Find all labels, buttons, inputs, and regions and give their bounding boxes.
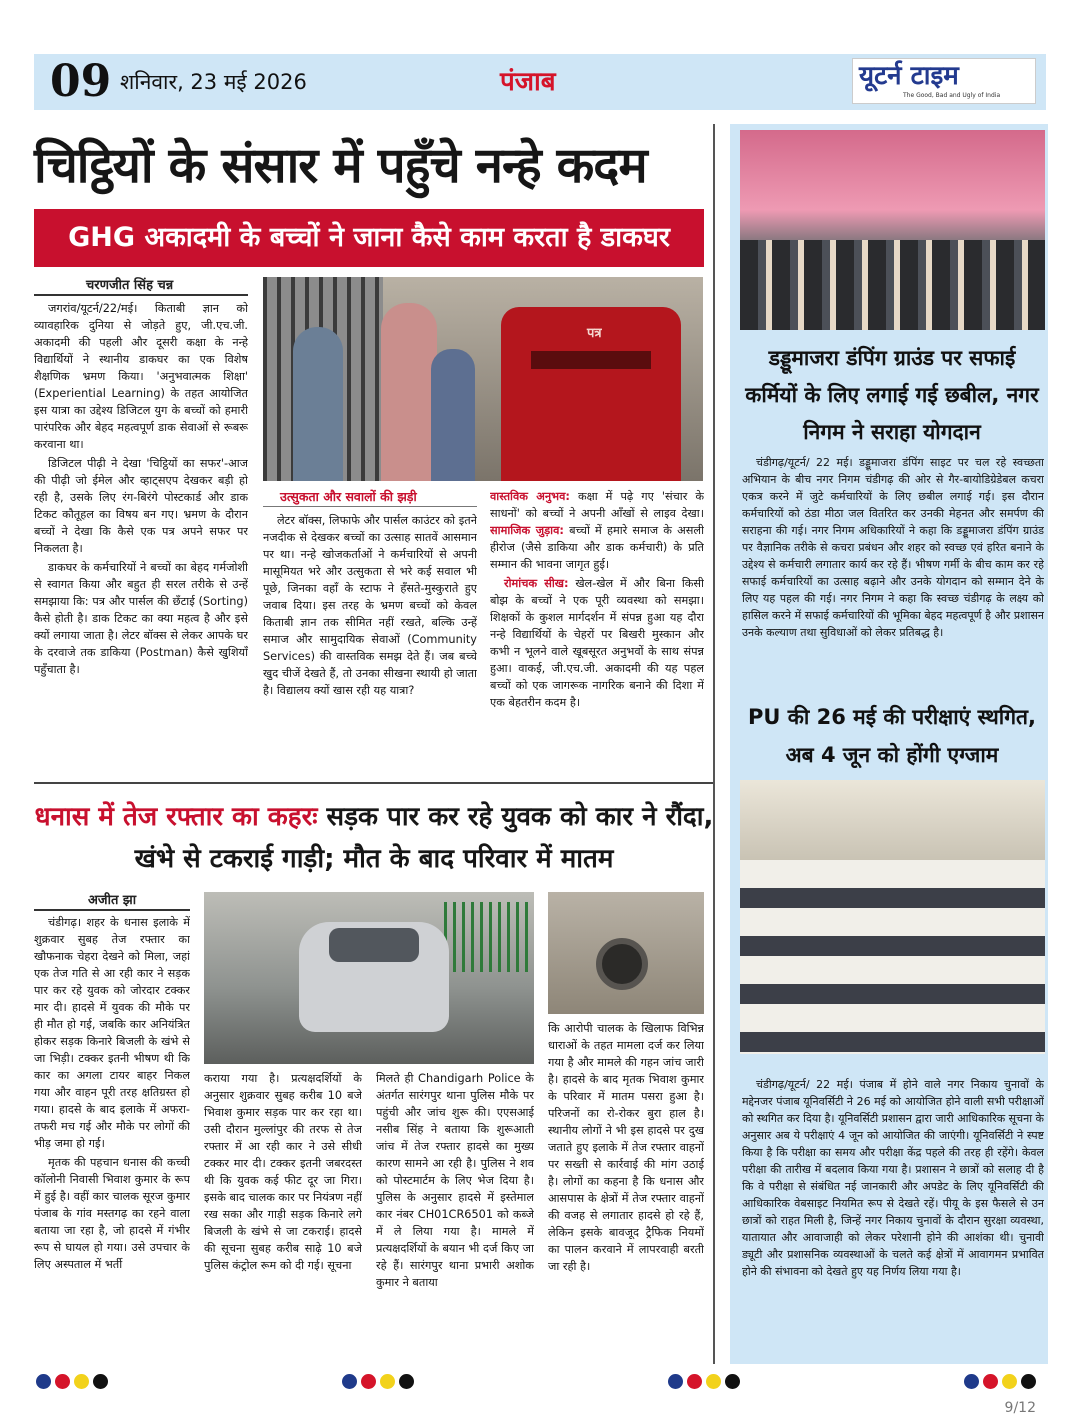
photo-wall (740, 780, 1045, 860)
paragraph (490, 575, 704, 711)
footer-color-dot (93, 1374, 108, 1389)
story2-headline-main: सड़क पार कर रहे युवक को कार ने रौंदा, खंभे से टकराई गाड़ी; मौत के बाद परिवार में मातम (134, 802, 714, 874)
key-label: वास्तविक अनुभव: (490, 490, 570, 503)
photo-person (381, 303, 437, 481)
section-divider (34, 782, 714, 784)
heading-rule (263, 506, 477, 507)
story1-byline: चरणजीत सिंह चन्न (86, 278, 174, 293)
story1-headline: चिट्ठियों के संसार में पहुँचे नन्हे कदम (34, 137, 647, 194)
accident-tire-photo (548, 892, 704, 1014)
story4-headline: PU की 26 मई की परीक्षाएं स्थगित, अब 4 जून को होंगी एग्जाम (748, 705, 1036, 767)
key-label: सामाजिक जुड़ाव: (490, 524, 564, 537)
section-name: पंजाब (500, 67, 556, 97)
story3-headline: डड्डूमाजरा डंपिंग ग्राउंड पर सफाई कर्मियों के लिए लगाई गई छबील, नगर निगम ने सराहा योगदान (745, 346, 1039, 444)
photo-fence (444, 902, 534, 972)
paragraph-text: खेल-खेल में और बिना किसी बोझ के बच्चों ने एक पूरी व्यवस्था को समझा। शिक्षकों के कुशल मार्गदर्शन में संपन्न हुआ यह दौरा नन्हे विद्यार्थियों के चेहरों पर बिखरी मुस्कान और कभी न भूलने वाले खूबसूरत अनुभवों के साथ संपन्न हुआ। वाकई, जी.एच.जी. अकादमी की यह पहल बच्चों को एक जागरूक नागरिक बनाने की दिशा में एक बेहतरीन कदम है। (490, 577, 704, 709)
footer-color-dot (983, 1374, 998, 1389)
logo-tagline: The Good, Bad and Ugly of India (903, 92, 1001, 99)
paragraph: चंडीगढ़/यूटर्न/ 22 मई। पंजाब में होने वाले नगर निकाय चुनावों के मद्देनजर पंजाब यूनिवर्सिटी ने 26 मई को आयोजित होने वाली सभी परीक्षाओं को स्थगित कर दिया है। यूनिवर्सिटी प्रशासन द्वारा जारी आधिकारिक सूचना के अनुसार अब ये परीक्षाएं 4 जून को आयोजित की जाएंगी। यूनिवर्सिटी ने स्पष्ट किया है कि परीक्षा का समय और परीक्षा केंद्र पहले की तरह ही रहेंगे। केवल परीक्षा की तारीख में बदलाव किया गया है। प्रशासन ने छात्रों को सलाह दी है कि वे परीक्षा से संबंधित नई जानकारी और अपडेट के लिए यूनिवर्सिटी की आधिकारिक वेबसाइट नियमित रूप से देखते रहें। पीयू के इस फैसले से उन छात्रों को राहत मिली है, जिन्हें नगर निकाय चुनावों के दौरान सुरक्षा व्यवस्था, यातायात और आवाजाही को लेकर परेशानी होने की आशंका थी। चुनावी ड्यूटी और प्रशासनिक व्यवस्थाओं के चलते कई क्षेत्रों में आवागमन प्रभावित होने की संभावना को देखते हुए यह निर्णय लिया गया है। (742, 1078, 1044, 1278)
letterbox-label: पत्र (587, 326, 602, 341)
footer-dots-4 (964, 1374, 1040, 1392)
byline-rule (34, 294, 248, 296)
footer-color-dot (74, 1374, 89, 1389)
footer-color-dot (964, 1374, 979, 1389)
footer-dots-1 (36, 1374, 112, 1392)
paragraph: मृतक की पहचान धनास की कच्ची कॉलोनी निवासी भिवाश कुमार के रूप में हुई है। वहीं कार चालक सूरज कुमार पंजाब के गांव मस्तगढ़ का रहने वाला बताया जा रहा है, जो हादसे में गंभीर रूप से घायल हो गया। उसे उपचार के लिए अस्पताल में भर्ती (34, 1156, 190, 1271)
paragraph: डाकघर के कर्मचारियों ने बच्चों का बेहद गर्मजोशी से स्वागत किया और बहुत ही सरल तरीके से उन्हें समझाया कि: पत्र और पार्सल की छँटाई (Sorting) कैसे होती है। डाक टिकट का क्या महत्व है और इसे क्यों लगाया जाता है। लेटर बॉक्स से लेकर आपके घर के दरवाजे तक डाकिया (Postman) कैसे खुशियाँ पहुँचाता है। (34, 561, 248, 676)
footer-color-dot (725, 1374, 740, 1389)
photo-students-rows (740, 860, 1045, 1054)
paragraph: जगरांव/यूटर्न/22/मई। किताबी ज्ञान को व्यावहारिक दुनिया से जोड़ते हुए, जी.एच.जी. अकादमी की पहली और दूसरी कक्षा के नन्हे विद्यार्थियों ने स्थानीय डाकघर का एक विशेष शैक्षणिक भ्रमण किया। 'अनुभवात्मक शिक्षा' (Experiential Learning) के तहत आयोजित इस यात्रा का उद्देश्य डिजिटल युग के बच्चों को हमारी पारंपरिक और बेहद महत्वपूर्ण डाक सेवाओं से रूबरू करवाना था। (34, 302, 248, 451)
byline-rule (34, 909, 190, 911)
paragraph: डिजिटल पीढ़ी ने देखा 'चिट्ठियों का सफर'-आज की पीढ़ी जो ईमेल और व्हाट्सएप देखकर बड़ी हो रही है, उसके लिए रंग-बिरंगे पोस्टकार्ड और डाक टिकट कौतूहल का विषय बन गए। भ्रमण के दौरान बच्चों ने देखा कि कैसे एक पत्र अपने सफर पर निकलता है। (34, 457, 248, 555)
footer-color-dot (687, 1374, 702, 1389)
story4-body (742, 1076, 1044, 1358)
footer-color-dot (668, 1374, 683, 1389)
story3-body (742, 454, 1044, 692)
footer-dots-2 (342, 1374, 418, 1392)
photo-child (431, 349, 475, 481)
footer-dots-3 (668, 1374, 744, 1392)
paragraph: चंडीगढ़। शहर के धनास इलाके में शुक्रवार सुबह तेज रफ्तार का खौफनाक चेहरा देखने को मिला, जहां एक तेज गति से आ रही कार ने सड़क पार कर रहे युवक को जोरदार टक्कर मार दी। हादसे में युवक की मौके पर ही मौत हो गई, जबकि कार अनियंत्रित होकर सड़क किनारे बिजली के खंभे से जा भिड़ी। टक्कर इतनी भीषण थी कि कार का अगला टायर बाहर निकल गया और वाहन पूरी तरह क्षतिग्रस्त हो गया। हादसे के बाद इलाके में अफरा-तफरी मच गई और मौके पर लोगों की भीड़ जमा हो गई। (34, 916, 190, 1150)
photo-letterbox (501, 307, 681, 481)
paragraph: मिलते ही Chandigarh Police के अंतर्गत सारंगपुर थाना पुलिस मौके पर पहुंची और जांच शुरू की। एएसआई नसीब सिंह ने बताया कि शुरूआती जांच में तेज रफ्तार हादसे का मुख्य कारण सामने आ रही है। पुलिस ने शव को पोस्टमार्टम के लिए भेज दिया है। पुलिस के अनुसार हादसे में इस्तेमाल कार नंबर CH01CR6501 को कब्जे में ले लिया गया है। मामले में प्रत्यक्षदर्शियों के बयान भी दर्ज किए जा रहे हैं। सारंगपुर थाना प्रभारी अशोक कुमार ने बताया (376, 1072, 534, 1289)
post-office-photo (263, 277, 703, 481)
footer-color-dot (1021, 1374, 1036, 1389)
chhabil-event-photo (740, 130, 1045, 330)
photo-car-windshield (329, 928, 419, 962)
paragraph: कराया गया है। प्रत्यक्षदर्शियों के अनुसार शुक्रवार सुबह करीब 10 बजे भिवाश कुमार सड़क पार कर रहा था। उसी दौरान मुल्लांपुर की तरफ से तेज रफ्तार में आ रही कार ने उसे सीधी टक्कर मार दी। टक्कर इतनी जबरदस्त थी कि युवक कई फीट दूर जा गिरा। इसके बाद चालक कार पर नियंत्रण नहीं रख सका और गाड़ी सड़क किनारे लगे बिजली के खंभे से जा टकराई। हादसे की सूचना सुबह करीब साढ़े 10 बजे पुलिस कंट्रोल रूम को दी गई। सूचना (204, 1072, 362, 1272)
story1-col2-heading: उत्सुकता और सवालों की झड़ी (280, 489, 417, 504)
exam-hall-photo (740, 780, 1045, 1054)
issue-date: शनिवार, 23 मई 2026 (120, 70, 307, 94)
story2-column-4 (548, 1020, 704, 1354)
photo-tire (596, 938, 648, 990)
footer-color-dot (399, 1374, 414, 1389)
footer-color-dot (55, 1374, 70, 1389)
paragraph: कि आरोपी चालक के खिलाफ विभिन्न धाराओं के तहत मामला दर्ज कर लिया गया है और मामले की गहन जांच जारी है। हादसे के बाद मृतक भिवाश कुमार के परिवार में मातम पसरा हुआ है। परिजनों का रो-रोकर बुरा हाल है। स्थानीय लोगों ने भी इस हादसे पर दुख जताते हुए इलाके में तेज रफ्तार वाहनों पर सख्ती से कार्रवाई की मांग उठाई है। लोगों का कहना है कि धनास और आसपास के क्षेत्रों में तेज रफ्तार वाहनों की वजह से लगातार हादसे हो रहे हैं, लेकिन इसके बावजूद ट्रैफिक नियमों का पालन करवाने में लापरवाही बरती जा रही है। (548, 1022, 704, 1273)
footer-color-dot (380, 1374, 395, 1389)
story1-column-3 (490, 488, 704, 768)
page-indicator: 9/12 (1004, 1400, 1036, 1416)
letterbox-slot (531, 351, 651, 369)
logo-text: यूटर्न टाइम (859, 61, 959, 91)
paragraph: लेटर बॉक्स, लिफाफे और पार्सल काउंटर को इतने नजदीक से देखकर बच्चों का उत्साह सातवें आसमान पर था। नन्हे खोजकर्ताओं ने कर्मचारियों से अपनी मासूमियत भरे और उत्सुकता से भरे कई सवाल भी पूछे, जिनका वहाँ के स्टाफ ने हँसते-मुस्कुराते हुए जवाब दिया। इस तरह के भ्रमण बच्चों को केवल किताबी ज्ञान तक सीमित नहीं रखते, बल्कि उन्हें समाज और सामुदायिक सेवाओं (Community Services) की वास्तविक समझ देते हैं। जब बच्चे खुद चीजें देखते हैं, तो उनका सीखना स्थायी हो जाता है। विद्यालय क्यों खास रही यह यात्रा? (263, 514, 477, 697)
column-divider (713, 124, 715, 1364)
footer-color-dot (1002, 1374, 1017, 1389)
story2-byline: अजीत झा (88, 893, 137, 908)
story2-column-2 (204, 1070, 362, 1354)
paragraph: चंडीगढ़/यूटर्न/ 22 मई। डड्डूमाजरा डंपिंग साइट पर चल रहे स्वच्छता अभियान के बीच नगर निगम चंडीगढ़ की ओर से गैर-बायोडिग्रेडेबल कचरा एकत्र करने में जुटे कर्मचारियों के लिए छबील लगाई गई। इस दौरान कर्मचारियों को ठंडा मीठा जल वितरित कर उनकी मेहनत और समर्पण की सराहना की गई। नगर निगम अधिकारियों ने कहा कि डड्डूमाजरा डंपिंग ग्राउंड पर वैज्ञानिक तरीके से कचरा प्रबंधन और शहर को स्वच्छ एवं हरित बनाने के उद्देश्य से कर्मचारी लगातार कार्य कर रहे हैं। भीषण गर्मी के बीच काम कर रहे सफाई कर्मचारियों का उत्साह बढ़ाने और उनके योगदान को सम्मान देने के लिए यह पहल की गई। नगर निगम ने कहा कि स्वच्छ चंडीगढ़ के लक्ष्य को हासिल करने में सफाई कर्मचारियों की भूमिका बेहद महत्वपूर्ण है और प्रशासन उनके कल्याण तथा सुविधाओं को लेकर प्रतिबद्ध है। (742, 456, 1044, 639)
page-number: 09 (50, 56, 112, 107)
footer-color-dot (36, 1374, 51, 1389)
story2-column-1 (34, 914, 190, 1354)
photo-person (293, 327, 343, 481)
footer-color-dot (342, 1374, 357, 1389)
story2-headline (34, 796, 714, 880)
story1-column-1 (34, 300, 248, 765)
story2-column-3 (376, 1070, 534, 1354)
paragraph-text: बच्चों में हमारे समाज के असली हीरोज (जैसे डाकिया और डाक कर्मचारी) के प्रति सम्मान की भावना जागृत हुई। (490, 524, 704, 571)
newspaper-logo (852, 58, 1036, 104)
footer-color-dot (706, 1374, 721, 1389)
paragraph (490, 488, 704, 573)
photo-crowd (740, 240, 1045, 330)
paragraph-text: कक्षा में पढ़े गए 'संचार के साधनों' को बच्चों ने अपनी आँखों से लाइव देखा। (490, 490, 704, 520)
story1-column-2 (263, 512, 477, 774)
footer-color-dot (361, 1374, 376, 1389)
key-label: रोमांचक सीख: (504, 577, 569, 590)
accident-car-photo (204, 892, 534, 1064)
story1-subheadline: GHG अकादमी के बच्चों ने जाना कैसे काम करता है डाकघर (68, 222, 670, 253)
story2-headline-kicker: धनास में तेज रफ्तार का कहरः (34, 802, 318, 832)
